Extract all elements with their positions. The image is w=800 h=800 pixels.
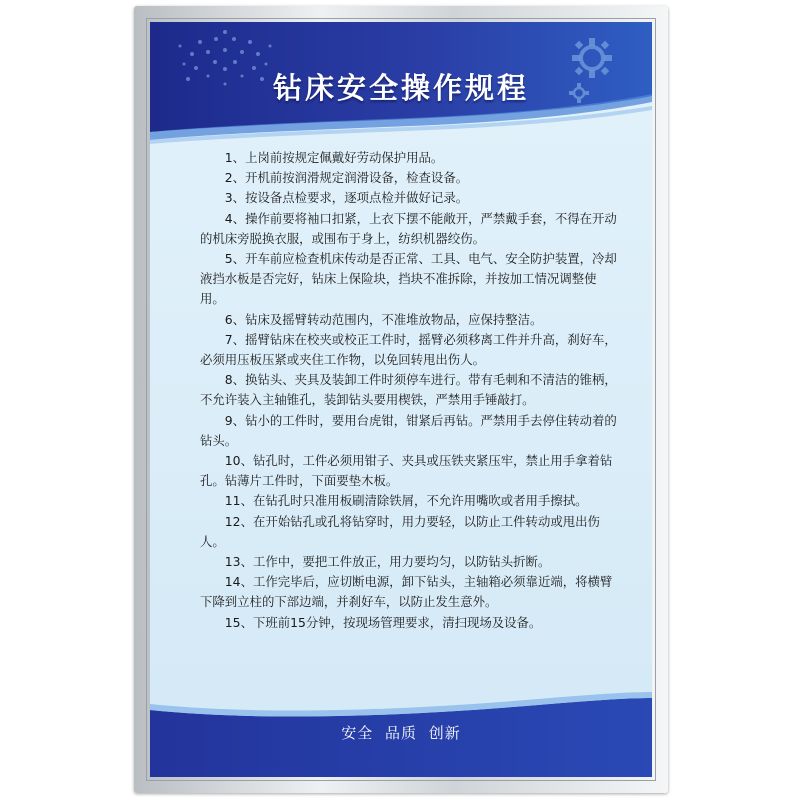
rule-item: 5、开车前应检查机床传动是否正常、工具、电气、安全防护装置，冷却液挡水板是否完好，钻床上保险块，挡块不准拆除，并按加工情况调整使用。 bbox=[200, 251, 617, 307]
rule-item: 7、摇臂钻床在校夹或校正工件时，摇臂必须移离工件并升高，刹好车，必须用压板压紧或夹住工作物，以免回转甩出伤人。 bbox=[200, 331, 617, 368]
rule-item: 2、开机前按润滑规定润滑设备，检查设备。 bbox=[224, 170, 469, 186]
rule-item: 12、在开始钻孔或孔将钻穿时，用力要轻，以防止工件转动或甩出伤人。 bbox=[200, 513, 600, 549]
safety-poster bbox=[150, 22, 652, 777]
rule-item: 10、钻孔时，工件必须用钳子、夹具或压铁夹紧压牢，禁止用手拿着钻孔。钻薄片工件时，下面要垫木板。 bbox=[200, 453, 613, 489]
rule-item: 3、按设备点检要求，逐项点检并做好记录。 bbox=[224, 190, 469, 206]
rule-item: 11、在钻孔时只准用板刷清除铁屑，不允许用嘴吹或者用手擦拭。 bbox=[224, 493, 588, 509]
poster-title: 钻床安全操作规程 bbox=[272, 71, 529, 105]
rule-item: 15、下班前15分钟，按现场管理要求，清扫现场及设备。 bbox=[224, 614, 542, 630]
rule-item: 13、工作中，要把工件放正，用力要均匀，以防钻头折断。 bbox=[224, 554, 551, 570]
rules-list bbox=[200, 148, 620, 633]
rule-item: 6、钻床及摇臂转动范围内，不准堆放物品，应保持整洁。 bbox=[224, 311, 543, 327]
rule-item: 4、操作前要将袖口扣紧，上衣下摆不能敞开，严禁戴手套，不得在开动的机床旁脱换衣服，或围布于身上，纺织机器绞伤。 bbox=[200, 210, 617, 246]
footer-slogan: 安全 品质 创新 bbox=[341, 724, 461, 742]
rule-item: 8、换钻头、夹具及装卸工件时须停车进行。带有毛刺和不清洁的锥柄，不允许装入主轴锥孔，装卸钻头要用楔铁，严禁用手锤敲打。 bbox=[200, 372, 617, 408]
rule-item: 1、上岗前按规定佩戴好劳动保护用品。 bbox=[224, 150, 444, 165]
rule-item: 14、工作完毕后，应切断电源，卸下钻头，主轴箱必须靠近端，将横臂下降到立柱的下部边端，并刹好车，以防止发生意外。 bbox=[200, 574, 613, 610]
rule-item: 9、钻小的工件时，要用台虎钳，钳紧后再钻。严禁用手去停住转动着的钻头。 bbox=[200, 412, 617, 448]
